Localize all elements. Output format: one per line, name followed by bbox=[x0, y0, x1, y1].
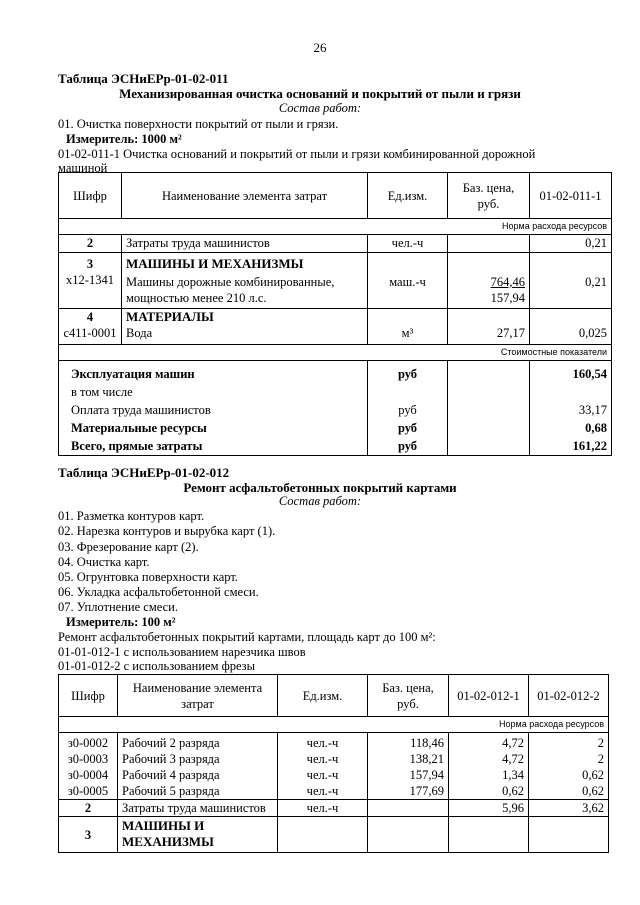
header-col2: 01-02-012-2 bbox=[529, 675, 609, 717]
row-unit: чел.-ч bbox=[278, 800, 368, 817]
table1-subtitle: Механизированная очистка оснований и покрытий от пыли и грязи bbox=[119, 86, 521, 101]
header-name: Наименование элемента затрат bbox=[122, 173, 368, 219]
table2-work-item: 04. Очистка карт. bbox=[58, 555, 150, 569]
table2-work-item: 01. Разметка контуров карт. bbox=[58, 509, 205, 523]
table2-work-item: 06. Укладка асфальтобетонной смеси. bbox=[58, 585, 259, 599]
cost-names: Эксплуатация машин в том числе Оплата труда машинистов Материальные ресурсы Всего, прямые затраты bbox=[59, 361, 368, 456]
table2-desc2: 01-01-012-1 с использованием нарезчика швов bbox=[58, 645, 306, 659]
row-value-col1 bbox=[449, 817, 529, 853]
row-price: 764,46 157,94 bbox=[448, 253, 530, 309]
header-price: Баз. цена, руб. bbox=[368, 675, 449, 717]
header-price: Баз. цена, руб. bbox=[448, 173, 530, 219]
table2-subtitle: Ремонт асфальтобетонных покрытий картами bbox=[183, 480, 457, 495]
rows-codes: з0-0002 з0-0003 з0-0004 з0-0005 bbox=[59, 733, 118, 800]
table2-desc1: Ремонт асфальтобетонных покрытий картами, площадь карт до 100 м²: bbox=[58, 630, 436, 644]
table2-work-item: 03. Фрезерование карт (2). bbox=[58, 540, 199, 554]
page-number: 26 bbox=[313, 40, 327, 55]
row-code: 3 bbox=[59, 817, 118, 853]
table1-meter: Измеритель: 1000 м² bbox=[66, 132, 182, 146]
row-value-col1: 5,96 bbox=[449, 800, 529, 817]
table1 bbox=[58, 172, 612, 456]
rows-names: Рабочий 2 разряда Рабочий 3 разряда Рабочий 4 разряда Рабочий 5 разряда bbox=[118, 733, 278, 800]
table2-work-item: 07. Уплотнение смеси. bbox=[58, 600, 178, 614]
table1-desc-line1: 01-02-011-1 Очистка оснований и покрытий от пыли и грязи комбинированной дорожной bbox=[58, 147, 536, 161]
cost-label: Стоимостные показатели bbox=[59, 345, 612, 361]
row-price bbox=[448, 235, 530, 253]
row-price bbox=[368, 817, 449, 853]
row-code: 4 с411-0001 bbox=[59, 309, 122, 345]
row-unit: чел.-ч bbox=[368, 235, 448, 253]
row-value-col2: 3,62 bbox=[529, 800, 609, 817]
cost-units: руб руб руб руб bbox=[368, 361, 448, 456]
table1-title: Таблица ЭСНиЕРр-01-02-011 bbox=[58, 71, 229, 86]
row-price bbox=[368, 800, 449, 817]
rows-values-col1: 4,72 4,72 1,34 0,62 bbox=[449, 733, 529, 800]
rows-prices: 118,46 138,21 157,94 177,69 bbox=[368, 733, 449, 800]
cost-values: 160,54 33,17 0,68 161,22 bbox=[530, 361, 612, 456]
table2-work-item: 05. Огрунтовка поверхности карт. bbox=[58, 570, 238, 584]
table2-title: Таблица ЭСНиЕРр-01-02-012 bbox=[58, 465, 230, 480]
row-name: МАТЕРИАЛЫ Вода bbox=[122, 309, 368, 345]
header-unit: Ед.изм. bbox=[368, 173, 448, 219]
table1-work-item: 01. Очистка поверхности покрытий от пыли и грязи. bbox=[58, 117, 339, 131]
row-unit: маш.-ч bbox=[368, 253, 448, 309]
row-code: 2 bbox=[59, 800, 118, 817]
cost-price bbox=[448, 361, 530, 456]
table2-meter: Измеритель: 100 м² bbox=[66, 615, 176, 629]
header-unit: Ед.изм. bbox=[278, 675, 368, 717]
row-name: Затраты труда машинистов bbox=[118, 800, 278, 817]
row-code: 2 bbox=[59, 235, 122, 253]
table2 bbox=[58, 674, 609, 853]
header-code: Шифр bbox=[59, 173, 122, 219]
rows-values-col2: 2 2 0,62 0,62 bbox=[529, 733, 609, 800]
row-name: МАШИНЫ И МЕХАНИЗМЫ bbox=[118, 817, 278, 853]
row-value: 0,21 bbox=[530, 253, 612, 309]
header-col1: 01-02-011-1 bbox=[530, 173, 612, 219]
row-code: 3 х12-1341 bbox=[59, 253, 122, 309]
row-name: Затраты труда машинистов bbox=[122, 235, 368, 253]
header-code: Шифр bbox=[59, 675, 118, 717]
rows-units: чел.-ч чел.-ч чел.-ч чел.-ч bbox=[278, 733, 368, 800]
header-name: Наименование элемента затрат bbox=[118, 675, 278, 717]
table2-desc3: 01-01-012-2 с использованием фрезы bbox=[58, 659, 255, 673]
table1-desc-line2: машиной bbox=[58, 161, 108, 175]
row-value: 0,025 bbox=[530, 309, 612, 345]
norm-label: Норма расхода ресурсов bbox=[59, 219, 612, 235]
table2-work-item: 02. Нарезка контуров и вырубка карт (1). bbox=[58, 524, 276, 538]
row-price: 27,17 bbox=[448, 309, 530, 345]
norm-label: Норма расхода ресурсов bbox=[59, 717, 609, 733]
row-value: 0,21 bbox=[530, 235, 612, 253]
row-unit bbox=[278, 817, 368, 853]
row-unit: м³ bbox=[368, 309, 448, 345]
header-col1: 01-02-012-1 bbox=[449, 675, 529, 717]
row-value-col2 bbox=[529, 817, 609, 853]
table1-work-composition: Состав работ: bbox=[278, 101, 362, 115]
row-name: МАШИНЫ И МЕХАНИЗМЫ Машины дорожные комбинированные, мощностью менее 210 л.с. bbox=[122, 253, 368, 309]
table2-work-composition: Состав работ: bbox=[278, 494, 362, 508]
